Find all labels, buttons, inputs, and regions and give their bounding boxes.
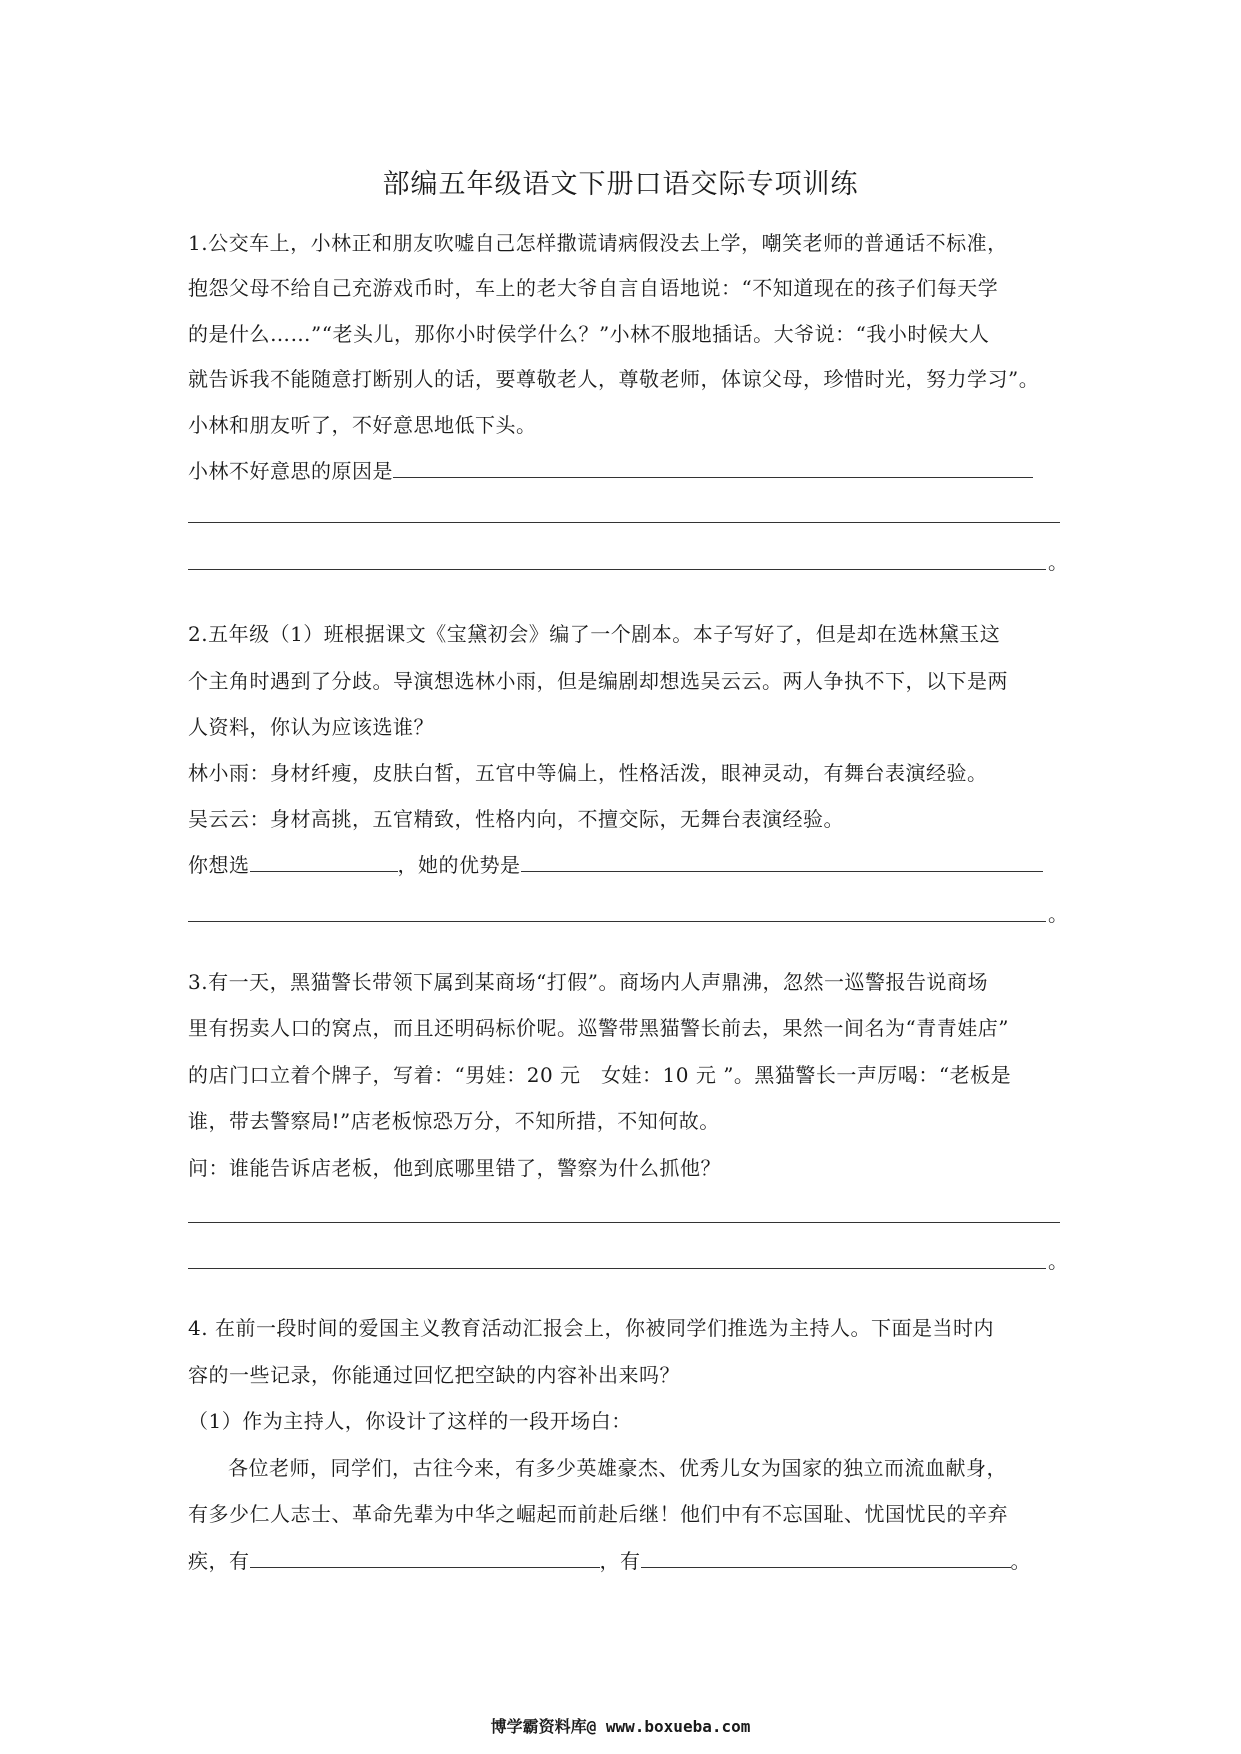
q4-answer-row — [188, 1547, 1060, 1575]
q4-end-mark: 。 — [1010, 1549, 1031, 1573]
footer-watermark: 博学霸资料库@ www.boxueba.com — [490, 1717, 751, 1736]
q1-answer-line-2[interactable] — [188, 522, 1060, 523]
q3-line-3: 的店门口立着个牌子，写着：“男娃：20 元 女娃：10 元 ”。黑猫警长一声厉喝：“老板是 — [188, 1063, 1012, 1087]
q4-prompt-b: ，有 — [599, 1549, 641, 1573]
q1-line-4: 就告诉我不能随意打断别人的话，要尊敬老人，尊敬老师，体谅父母，珍惜时光，努力学习”。 — [188, 367, 1040, 391]
q3-line-2: 里有拐卖人口的窝点，而且还明码标价呢。巡警带黑猫警长前去，果然一间名为“青青娃店” — [188, 1016, 1009, 1040]
page-title: 部编五年级语文下册口语交际专项训练 — [382, 169, 859, 200]
q1-prompt: 小林不好意思的原因是 — [188, 459, 393, 483]
q4-line-2: 容的一些记录，你能通过回忆把空缺的内容补出来吗？ — [188, 1363, 680, 1387]
q1-answer-blank[interactable] — [393, 457, 1033, 478]
q2-line-2: 个主角时遇到了分歧。导演想选林小雨，但是编剧却想选吴云云。两人争执不下，以下是两 — [188, 669, 1008, 693]
q2-line-4: 林小雨：身材纤瘦，皮肤白皙，五官中等偏上，性格活泼，眼神灵动，有舞台表演经验。 — [188, 761, 988, 785]
q1-line-2: 抱怨父母不给自己充游戏币时，车上的老大爷自言自语地说：“不知道现在的孩子们每天学 — [188, 276, 999, 300]
q4-line-1: 4. 在前一段时间的爱国主义教育活动汇报会上，你被同学们推选为主持人。下面是当时内 — [188, 1316, 994, 1340]
q2-prompt-b: ，她的优势是 — [397, 853, 521, 877]
q4-line-4: 各位老师，同学们，古往今来，有多少英雄豪杰、优秀儿女为国家的独立而流血献身， — [228, 1456, 1007, 1480]
q4-line-3: （1）作为主持人，你设计了这样的一段开场白： — [188, 1409, 632, 1433]
q1-line-5: 小林和朋友听了，不好意思地低下头。 — [188, 413, 537, 437]
q1-answer-row — [188, 457, 1060, 485]
q4-prompt-a: 疾，有 — [188, 1549, 250, 1573]
q3-line-4: 谁，带去警察局!”店老板惊恐万分，不知所措，不知何故。 — [188, 1109, 720, 1133]
q2-advantage-blank[interactable] — [521, 851, 1043, 872]
q2-end-mark: 。 — [1048, 902, 1068, 926]
q2-line-3: 人资料，你认为应该选谁？ — [188, 715, 434, 739]
q4-line-5: 有多少仁人志士、革命先辈为中华之崛起而前赴后继！他们中有不忘国耻、忧国忧民的辛弃 — [188, 1502, 1008, 1526]
q1-line-1: 1.公交车上，小林正和朋友吹嘘自己怎样撒谎请病假没去上学，嘲笑老师的普通话不标准， — [188, 231, 1008, 255]
q4-blank-1[interactable] — [250, 1547, 600, 1568]
q2-answer-line-2[interactable] — [188, 921, 1046, 922]
q1-line-3: 的是什么……”“老头儿，那你小时侯学什么？”小林不服地插话。大爷说：“我小时候大人 — [188, 322, 990, 346]
q2-answer-row — [188, 851, 1060, 879]
q3-end-mark: 。 — [1048, 1249, 1068, 1273]
q4-blank-2[interactable] — [641, 1547, 1011, 1568]
q1-end-mark: 。 — [1048, 550, 1068, 574]
q1-answer-line-3[interactable] — [188, 569, 1046, 570]
q3-line-5: 问：谁能告诉店老板，他到底哪里错了，警察为什么抓他？ — [188, 1156, 721, 1180]
q2-line-1: 2.五年级（1）班根据课文《宝黛初会》编了一个剧本。本子写好了，但是却在选林黛玉这 — [188, 622, 1001, 646]
q3-answer-line-2[interactable] — [188, 1268, 1046, 1269]
q2-choice-blank[interactable] — [250, 851, 398, 872]
q2-prompt-a: 你想选 — [188, 853, 250, 877]
q3-answer-line-1[interactable] — [188, 1222, 1060, 1223]
q2-line-5: 吴云云：身材高挑，五官精致，性格内向，不擅交际，无舞台表演经验。 — [188, 807, 844, 831]
q3-line-1: 3.有一天，黑猫警长带领下属到某商场“打假”。商场内人声鼎沸，忽然一巡警报告说商场 — [188, 970, 989, 994]
